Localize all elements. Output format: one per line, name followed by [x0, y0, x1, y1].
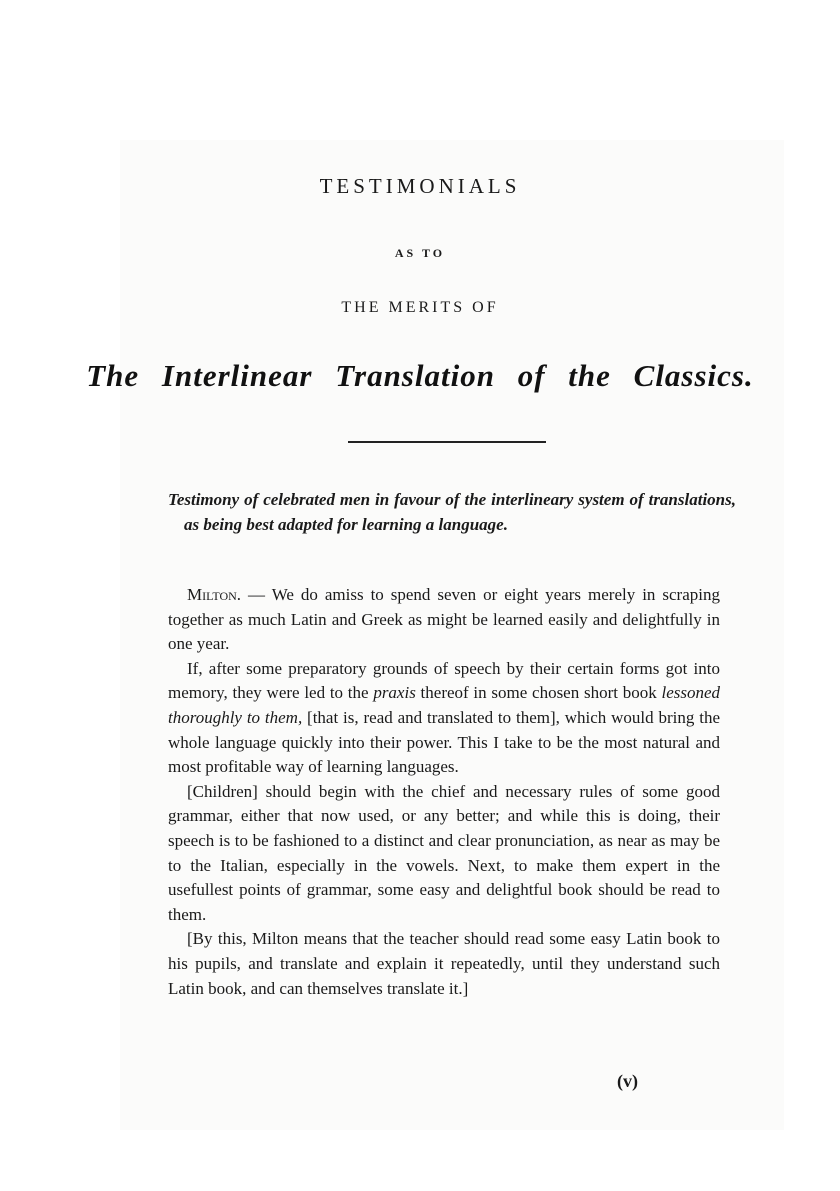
paragraph-2-text-c: [that is, read and translated to them], which would bring the whole language quickly into their power. This I take to be the most natural and most profitable way of learning languages. — [168, 707, 720, 777]
author-name: Milton. — [187, 585, 242, 604]
page-subtitle: AS TO — [394, 246, 446, 260]
page-subtitle-2: THE MERITS OF — [341, 299, 499, 316]
intro-paragraph: Testimony of celebrated men in favour of the interlineary system of translations, as being best adapted for learning a language. — [168, 490, 736, 534]
paragraph-2-emphasis-2: lessoned thoroughly to them, — [168, 683, 721, 727]
paragraph-3: [Children] should begin with the chief and necessary rules of some good grammar, either that now used, or any better; and while this is doing, their speech is to be fashioned to a distinct and clear pronunciation, as near as may be to the Italian, especially in the vowels. Next, to make them expert in the usefullest points of grammar, some easy and delightful book should be read to them. — [168, 781, 720, 924]
body-text — [168, 583, 720, 1001]
blackletter-title: The Interlinear Translation of the Classics. — [86, 358, 754, 393]
page-title: TESTIMONIALS — [319, 174, 521, 198]
page-number: (v) — [617, 1071, 638, 1091]
paragraph-1-text: — We do amiss to spend seven or eight years merely in scraping together as much Latin and Greek as might be learned easily and delightfully in one year. — [168, 585, 720, 654]
paragraph-1 — [168, 583, 720, 657]
paragraph-2-text-b: thereof in some chosen short book — [415, 683, 662, 703]
paragraph-2-emphasis-1: praxis — [373, 683, 416, 703]
divider-rule — [348, 441, 546, 443]
paragraph-2 — [168, 657, 720, 780]
paragraph-4: [By this, Milton means that the teacher should read some easy Latin book to his pupils, and translate and explain it repeatedly, until they understand such Latin book, and can themselves translate it.] — [168, 929, 720, 998]
paragraph-2-text-a: If, after some preparatory grounds of speech by their certain forms got into memory, they were led to the — [168, 658, 720, 703]
